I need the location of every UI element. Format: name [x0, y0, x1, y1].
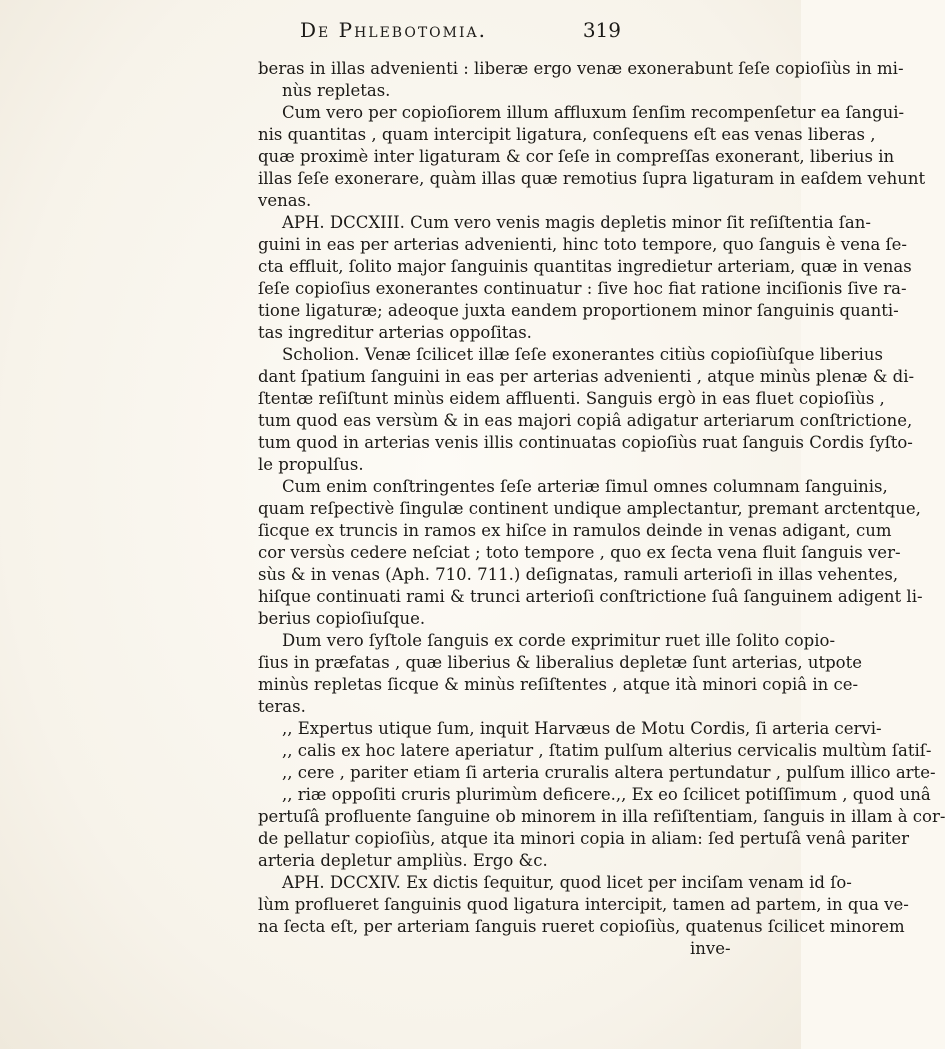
text-line: cor versùs cedere neſciat ; toto tempore , quo ex ſecta vena fluit ſanguis ver- — [258, 543, 901, 562]
text-line: sùs & in venas (Aph. 710. 711.) deſignatas, ramuli arterioſi in illas vehentes, — [258, 565, 899, 584]
quote-line: ,, Expertus utique ſum, inquit Harvæus de Motu Cordis, ſi arteria cervi- — [282, 719, 882, 738]
page-header — [0, 14, 801, 54]
text-line: ſius in præfatas , quæ liberius & liberalius depletæ ſunt arterias, utpote — [258, 653, 862, 672]
text-line: pertuſâ profluente ſanguine ob minorem in illa reſiſtentiam, ſanguis in illam à cor- — [258, 807, 945, 826]
text-line: Cum vero per copioſiorem illum affluxum ſenſim recompenſetur ea ſangui- — [282, 103, 905, 122]
text-line: beras in illas advenienti : liberæ ergo venæ exonerabunt ſeſe copioſiùs in mi- — [258, 59, 904, 78]
text-line: ſicque ex truncis in ramos ex hiſce in ramulos deinde in venas adigant, cum — [258, 521, 892, 540]
text-line: dant ſpatium ſanguini in eas per arterias advenienti , atque minùs plenæ & di- — [258, 367, 915, 386]
quote-line: ,, cere , pariter etiam ſi arteria cruralis altera pertundatur , pulſum illico arte- — [282, 763, 936, 782]
aphorism-line: APH. DCCXIII. Cum vero venis magis depletis minor ſit reſiſtentia ſan- — [282, 213, 871, 232]
text-line: minùs repletas ſicque & minùs reſiſtentes , atque ità minori copiâ in ce- — [258, 675, 859, 694]
text-line: de pellatur copioſiùs, atque ita minori copia in aliam: ſed pertuſâ venâ pariter — [258, 829, 910, 848]
text-line: tione ligaturæ; adeoque juxta eandem proportionem minor ſanguinis quanti- — [258, 301, 899, 320]
text-line: cta effluit, ſolito major ſanguinis quantitas ingredietur arteriam, quæ in venas — [258, 257, 912, 276]
text-line: quam reſpectivè ſingulæ continent undique amplectantur, premant arctentque, — [258, 499, 921, 518]
quote-line: ,, riæ oppoſiti cruris plurimùm deficere.,, Ex eo ſcilicet potiſſimum , quod unâ — [282, 785, 931, 804]
page-number: 319 — [582, 18, 621, 42]
text-line: tas ingreditur arterias oppoſitas. — [258, 323, 532, 342]
catchword: inve- — [690, 939, 731, 958]
text-line: ſtentæ reſiſtunt minùs eidem affluenti. Sanguis ergò in eas fluet copioſiùs , — [258, 389, 885, 408]
text-line: quæ proximè inter ligaturam & cor ſeſe in compreſſas exonerant, liberius in — [258, 147, 895, 166]
text-line: tum quod eas versùm & in eas majori copiâ adigatur arteriarum conſtrictione, — [258, 411, 913, 430]
text-line: teras. — [258, 697, 306, 716]
text-line: venas. — [258, 191, 312, 210]
aphorism-line: APH. DCCXIV. Ex dictis ſequitur, quod licet per inciſam venam id ſo- — [282, 873, 852, 892]
text-line: berius copioſiuſque. — [258, 609, 426, 628]
text-line: hiſque continuati rami & trunci arterioſi conſtrictione ſuâ ſanguinem adigent li- — [258, 587, 923, 606]
text-line: Cum enim conſtringentes ſeſe arteriæ ſimul omnes columnam ſanguinis, — [282, 477, 888, 496]
text-line: le propulſus. — [258, 455, 364, 474]
text-line: tum quod in arterias venis illis continuatas copioſiùs ruat ſanguis Cordis ſyſto- — [258, 433, 913, 452]
text-line: na ſecta eſt, per arteriam ſanguis rueret copioſiùs, quatenus ſcilicet minorem — [258, 917, 905, 936]
scholion-line: Scholion. Venæ ſcilicet illæ ſeſe exonerantes citiùs copioſiùſque liberius — [282, 345, 883, 364]
text-line: lùm proflueret ſanguinis quod ligatura intercipit, tamen ad partem, in qua ve- — [258, 895, 909, 914]
text-line: illas ſeſe exonerare, quàm illas quæ remotius ſupra ligaturam in eaſdem vehunt — [258, 169, 926, 188]
text-line: nis quantitas , quam intercipit ligatura, conſequens eſt eas venas liberas , — [258, 125, 876, 144]
running-title: De Phlebotomia. — [300, 18, 487, 42]
text-line: guini in eas per arterias advenienti, hinc toto tempore, quo ſanguis è vena ſe- — [258, 235, 907, 254]
text-line: arteria depletur ampliùs. Ergo &c. — [258, 851, 548, 870]
text-line: ſeſe copioſius exonerantes continuatur : ſive hoc fiat ratione inciſionis ſive ra- — [258, 279, 907, 298]
text-line: nùs repletas. — [282, 81, 391, 100]
quote-line: ,, calis ex hoc latere aperiatur , ſtatim pulſum alterius cervicalis multùm ſatiſ- — [282, 741, 932, 760]
text-line: Dum vero ſyſtole ſanguis ex corde exprimitur ruet ille ſolito copio- — [282, 631, 836, 650]
